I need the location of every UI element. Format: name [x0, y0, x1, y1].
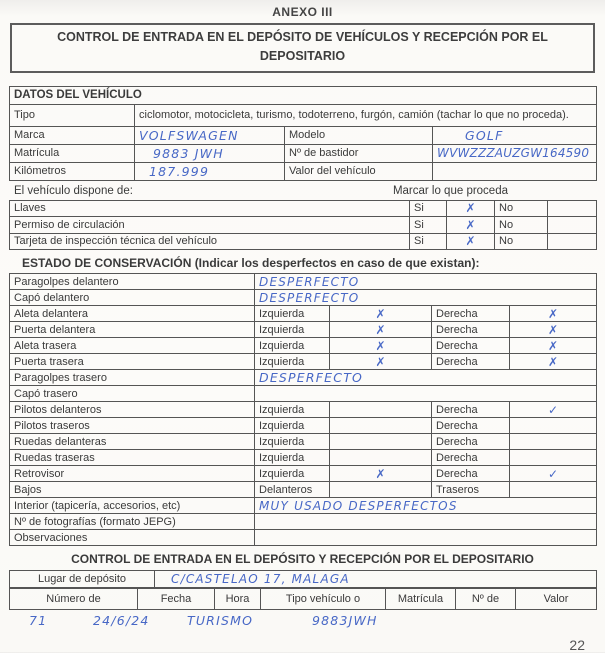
estado-label: Observaciones	[10, 530, 255, 546]
estado-value	[255, 386, 597, 402]
table-row	[10, 338, 597, 354]
marca-value	[135, 126, 285, 144]
handwritten-matricula: 9883 JWH	[153, 145, 224, 161]
right-side-label: Derecha	[432, 338, 510, 354]
yes-mark-cell: ✗	[447, 233, 495, 250]
table-row	[10, 386, 597, 402]
right-mark-cell	[510, 482, 597, 498]
estado-label: Paragolpes delantero	[10, 274, 255, 290]
bastidor-value	[433, 144, 597, 162]
no-mark-cell	[548, 200, 597, 217]
right-side-label: Derecha	[432, 450, 510, 466]
right-mark-cell: ✗	[510, 322, 597, 338]
left-side-label: Izquierda	[255, 322, 330, 338]
estado-label: Interior (tapicería, accesorios, etc)	[10, 498, 255, 514]
column-header-fecha: Fecha	[138, 589, 215, 610]
estado-label: Capó delantero	[10, 290, 255, 306]
right-mark-cell: ✗	[510, 338, 597, 354]
tipo-value: ciclomotor, motocicleta, turismo, todoterreno, furgón, camión (tachar lo que no proceda).	[135, 104, 597, 126]
table-row	[10, 434, 597, 450]
handwritten-kilometros: 187.999	[149, 163, 210, 179]
marca-label: Marca	[10, 126, 135, 144]
left-side-label: Izquierda	[255, 354, 330, 370]
column-header-numero: Número de	[10, 589, 138, 610]
dispone-table	[9, 200, 597, 251]
dispone-header	[9, 183, 596, 200]
left-mark-cell	[330, 402, 432, 418]
no-mark-cell	[548, 217, 597, 234]
no-label: No	[495, 217, 548, 234]
table-row	[10, 200, 597, 217]
form-title: CONTROL DE ENTRADA EN EL DEPÓSITO DE VEHÍCULOS Y RECEPCIÓN POR EL DEPOSITARIO	[10, 23, 595, 73]
no-label: No	[495, 233, 548, 250]
matricula-value	[135, 144, 285, 162]
left-side-label: Delanteros	[255, 482, 330, 498]
estado-label: Aleta delantera	[10, 306, 255, 322]
right-mark-cell: ✗	[510, 354, 597, 370]
table-row	[10, 162, 597, 180]
right-mark-cell: ✓	[510, 402, 597, 418]
column-header-valor: Valor	[516, 589, 597, 610]
table-row	[10, 354, 597, 370]
estado-label: Puerta trasera	[10, 354, 255, 370]
left-side-label: Izquierda	[255, 338, 330, 354]
estado-heading: ESTADO DE CONSERVACIÓN (Indicar los desperfectos en caso de que existan):	[22, 256, 480, 271]
handwritten-entry-matricula: 9883JWH	[312, 613, 378, 629]
left-mark-cell	[330, 482, 432, 498]
dispone-item-label: Tarjeta de inspección técnica del vehículo	[10, 233, 410, 250]
annex-title: ANEXO III	[272, 5, 333, 19]
right-side-label: Derecha	[432, 434, 510, 450]
table-row	[10, 482, 597, 498]
table-row	[10, 418, 597, 434]
yes-label: Si	[410, 217, 447, 234]
left-mark-cell: ✗	[330, 306, 432, 322]
estado-label: Bajos	[10, 482, 255, 498]
table-row	[10, 144, 597, 162]
estado-label: Pilotos traseros	[10, 418, 255, 434]
modelo-label: Modelo	[285, 126, 433, 144]
estado-label: Paragolpes trasero	[10, 370, 255, 386]
estado-value	[255, 514, 597, 530]
handwritten-modelo: GOLF	[465, 127, 504, 143]
valor-label: Valor del vehículo	[285, 162, 433, 180]
estado-label: Pilotos delanteros	[10, 402, 255, 418]
right-side-label: Derecha	[432, 354, 510, 370]
right-mark-cell	[510, 434, 597, 450]
table-row	[10, 126, 597, 144]
table-row	[10, 530, 597, 546]
left-side-label: Izquierda	[255, 450, 330, 466]
matricula-label: Matrícula	[10, 144, 135, 162]
table-row	[10, 402, 597, 418]
right-mark-cell: ✓	[510, 466, 597, 482]
handwritten-entry-fecha: 24/6/24	[93, 613, 150, 629]
right-mark-cell	[510, 450, 597, 466]
deposito-header-table	[9, 588, 597, 610]
table-row	[10, 104, 597, 126]
table-row	[10, 589, 597, 610]
dispone-item-label: Permiso de circulación	[10, 217, 410, 234]
estado-label: Retrovisor	[10, 466, 255, 482]
estado-label: Puerta delantera	[10, 322, 255, 338]
handwritten-bastidor: WVWZZZAUZGW164590	[437, 146, 590, 161]
estado-value	[255, 274, 597, 290]
vehicle-data-table	[9, 86, 597, 181]
column-header-matricula: Matrícula	[386, 589, 456, 610]
left-side-label: Izquierda	[255, 434, 330, 450]
handwritten-interior: MUY USADO DESPERFECTOS	[259, 498, 458, 513]
estado-value	[255, 290, 597, 306]
handwritten-damage: DESPERFECTO	[259, 370, 364, 386]
table-row	[10, 233, 597, 250]
column-header-numero2: Nº de	[456, 589, 516, 610]
table-row	[10, 466, 597, 482]
table-row	[10, 274, 597, 290]
handwritten-lugar: C/CASTELAO 17, MALAGA	[171, 572, 350, 587]
bastidor-label: Nº de bastidor	[285, 144, 433, 162]
no-mark-cell	[548, 233, 597, 250]
estado-label: Ruedas delanteras	[10, 434, 255, 450]
handwritten-damage: DESPERFECTO	[259, 274, 360, 289]
tipo-label: Tipo	[10, 104, 135, 126]
left-mark-cell	[330, 450, 432, 466]
page-number: 22	[569, 637, 585, 653]
lugar-label: Lugar de depósito	[10, 571, 155, 588]
left-mark-cell: ✗	[330, 354, 432, 370]
yes-mark-cell: ✗	[447, 217, 495, 234]
left-side-label: Izquierda	[255, 418, 330, 434]
column-header-tipo: Tipo vehículo o	[261, 589, 386, 610]
left-side-label: Izquierda	[255, 402, 330, 418]
handwritten-marca: VOLFSWAGEN	[139, 127, 239, 143]
yes-label: Si	[410, 200, 447, 217]
yes-label: Si	[410, 233, 447, 250]
estado-value	[255, 498, 597, 514]
table-row	[10, 571, 597, 588]
valor-value	[433, 162, 597, 180]
right-mark-cell: ✗	[510, 306, 597, 322]
column-header-hora: Hora	[215, 589, 261, 610]
right-side-label: Traseros	[432, 482, 510, 498]
right-side-label: Derecha	[432, 466, 510, 482]
left-mark-cell: ✗	[330, 338, 432, 354]
left-mark-cell: ✗	[330, 322, 432, 338]
estado-label: Nº de fotografías (formato JEPG)	[10, 514, 255, 530]
table-row	[10, 498, 597, 514]
left-side-label: Izquierda	[255, 466, 330, 482]
section-header-vehicle: DATOS DEL VEHÍCULO	[10, 86, 597, 104]
estado-table	[9, 273, 597, 546]
modelo-value	[433, 126, 597, 144]
right-side-label: Derecha	[432, 418, 510, 434]
table-row	[10, 450, 597, 466]
estado-label: Ruedas traseras	[10, 450, 255, 466]
handwritten-damage: DESPERFECTO	[259, 290, 360, 305]
deposito-heading: CONTROL DE ENTRADA EN EL DEPÓSITO Y RECEPCIÓN POR EL DEPOSITARIO	[71, 552, 534, 567]
yes-mark-cell: ✗	[447, 200, 495, 217]
left-mark-cell: ✗	[330, 466, 432, 482]
handwritten-entry-numero: 71	[29, 613, 48, 629]
handwritten-entry-tipo: TURISMO	[187, 613, 254, 629]
table-row	[10, 322, 597, 338]
estado-label: Capó trasero	[10, 386, 255, 402]
table-row	[10, 514, 597, 530]
left-side-label: Izquierda	[255, 306, 330, 322]
right-side-label: Derecha	[432, 402, 510, 418]
lugar-table	[9, 570, 597, 588]
table-row	[10, 306, 597, 322]
kilometros-value	[135, 162, 285, 180]
no-label: No	[495, 200, 548, 217]
right-side-label: Derecha	[432, 306, 510, 322]
estado-label: Aleta trasera	[10, 338, 255, 354]
estado-value	[255, 530, 597, 546]
table-row	[10, 217, 597, 234]
left-mark-cell	[330, 418, 432, 434]
table-row	[10, 86, 597, 104]
right-mark-cell	[510, 418, 597, 434]
right-side-label: Derecha	[432, 322, 510, 338]
dispone-instruction: Marcar lo que proceda	[392, 185, 508, 198]
table-row	[10, 290, 597, 306]
dispone-heading: El vehículo dispone de:	[14, 185, 133, 198]
table-row	[10, 370, 597, 386]
estado-value	[255, 370, 597, 386]
lugar-value	[155, 571, 597, 588]
kilometros-label: Kilómetros	[10, 162, 135, 180]
deposito-entry-row	[9, 610, 596, 634]
left-mark-cell	[330, 434, 432, 450]
dispone-item-label: Llaves	[10, 200, 410, 217]
